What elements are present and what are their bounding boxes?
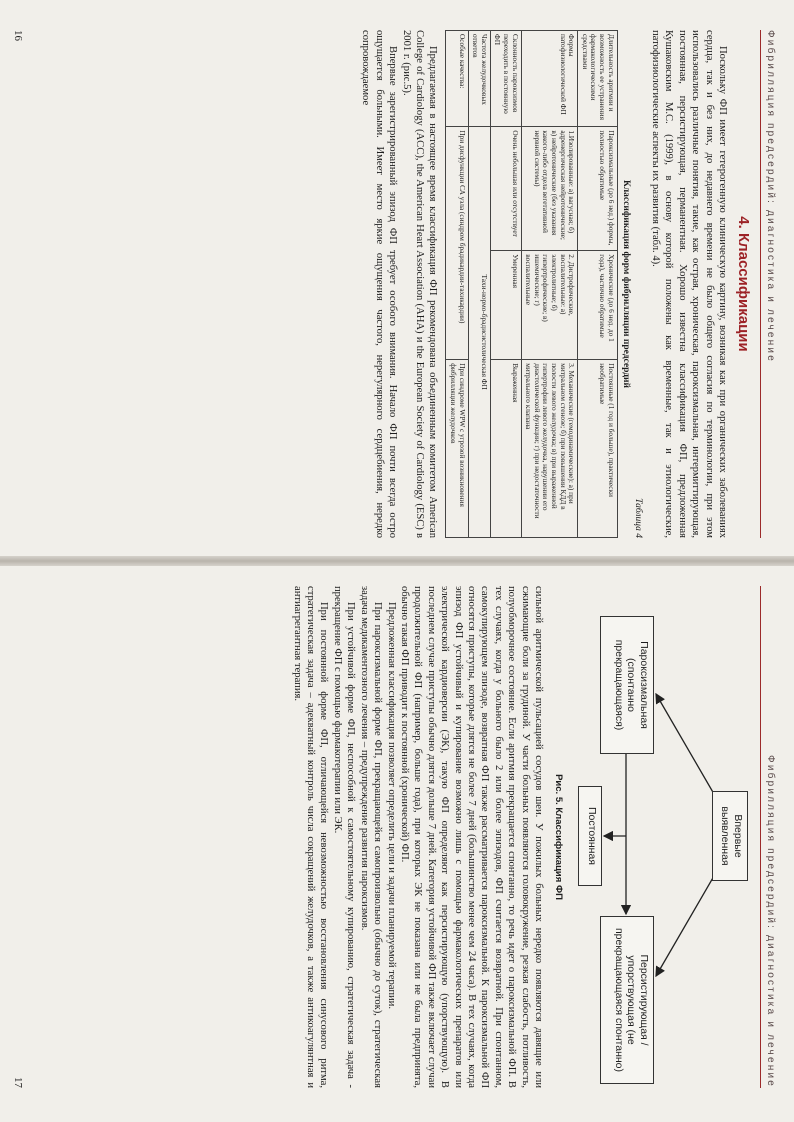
table-row	[446, 31, 468, 538]
table-cell: 2. Дистрофические, воспалительные: а) электролитные; б) гипертрофические; в) ишемические; г) воспалительные	[521, 251, 578, 360]
intro-paragraph: Поскольку ФП имеет гетерогенную клиническую картину, возникая как при органических заболеваниях сердца, так и без них, до недавнего времени не было общего согласия по терминологии, при этом использовались различные понятия, такие, как острая, хроническая, пароксизмальная, интермиттирующая, постоянная, персистирующая, перманентная. Хорошо известна классификация ФП, предложенная Кушаковским М.С. (1999), в основу которой положены как временные, так и этиологические, патофизиологические аспекты их развития (табл. 4).	[649, 30, 728, 538]
table-cell: 1.Изолированные: а) вагусная; б) адренергическая нейротонические; в) нейротонические (без указания какого-либо отдела вегетативной нервной системы)	[521, 127, 578, 251]
table-cell: Умеренная	[490, 251, 521, 360]
rate-cell: Тахи-нормо-брадисистолическая ФП	[468, 127, 490, 538]
running-head-left: Фибрилляция предсердий: диагностика и лечение	[760, 30, 776, 538]
page-number-right: 17	[12, 1077, 24, 1088]
right-text	[290, 586, 545, 1088]
table-cell: 3. Механические (гемодинамические): а) при митральном стенозе; б) при повышении КДД в полости левого желудочка; в) при выраженной гипертрофии левого желудочка, нарушении его диастолической функции; г) при недостаточности митрального клапана	[521, 360, 578, 538]
classification-table	[445, 30, 617, 538]
table-label: Таблица 4	[632, 498, 643, 538]
right-page	[0, 562, 794, 1122]
table-cell: Хронические (до 6 нед. до 1 года), частично обратимые	[578, 251, 617, 360]
row-head-pathogenesis: Формы патофизиологической ФП	[521, 31, 578, 127]
row-head-special: Особые качества:	[446, 31, 468, 127]
box-paroxysmal: Пароксизмальная (спонтанно прекращающаяся)	[600, 616, 654, 754]
arrow-to-paroxysmal	[656, 694, 714, 794]
row-head-duration: Длительность аритмии и возможность ее устранения фармакологическими средствами	[578, 31, 617, 127]
table-caption: Классификация форм фибрилляции предсердий	[620, 179, 631, 389]
table-cell: Выраженная	[490, 360, 521, 538]
page-number-left: 16	[12, 30, 24, 41]
box-permanent: Постоянная	[578, 786, 602, 886]
table-row	[490, 31, 521, 538]
arrow-to-persistent	[656, 876, 714, 976]
table-row	[521, 31, 578, 538]
table-cell: Постоянные (1 год и больше), практически необратимые	[578, 360, 617, 538]
box-persistent: Персистирующая /упорствующая (не прекращающаяся спонтанно)	[600, 916, 654, 1084]
table-cell: Пароксизмальные (до 6 нед.) формы, полностью обратимые	[578, 127, 617, 251]
table-cell: При синдроме WPW с угрозой возникновения фибрилляции желудочков	[446, 360, 468, 538]
classification-paragraph: Предлагаемая в настоящее время классификация ФП рекомендована объединенным комитетом American College of Cardiology (ACC), the American Heart Association (AHA) и the European Society of Cardiology (ESC) в 2001 г. (рис.5).	[400, 30, 439, 538]
paragraph: сильной аритмической пульсацией сосудов шеи. У пожилых больных нередко появляются давящие или сжимающие боли за грудиной. У части больных появляются головокружение, резкая слабость, потливость, полуобморочное состояние. Если аритмия прекращается спонтанно, то речь идет о пароксизмальной ФП. В тех случаях, когда у больного было 2 или более эпизодов, ФП считается возвратной. При спонтанном, самокупирующем эпизоде, возвратная ФП также рассматривается пароксизмальной. К пароксизмальной ФП относятся приступы, которые длятся не более 7 дней (большинство менее чем 24 часа). В тех случаях, когда эпизод ФП устойчивый и купирование возможно лишь с помощью фармакологических препаратов или электрической кардиоверсии (ЭК), такую ФП определяют как персистирующую (упорствующую). В последнем случае приступы обычно длятся дольше 7 дней. Категория устойчивой ФП также включает случаи продолжительной ФП (например, больше года), при которых ЭК не показана или не была предпринята, обычно такая ФП приводит к постоянной (хронической) ФП.	[398, 586, 544, 1088]
row-head-rate: Частота желудочковых ответов	[468, 31, 490, 127]
paragraph: При постоянной форме ФП, отличающейся невозможностью восстановления синусового ритма, стратегическая задача – адекватный контроль числа сокращений желудочков, а также антикоагулянтная и антиагрегантная терапия.	[291, 586, 330, 1088]
table-row	[468, 31, 490, 538]
figure-caption: Рис. 5. Классификация ФП	[553, 774, 564, 900]
section-title: 4. Классификации	[735, 216, 752, 352]
box-first-detected: Впервые выявленная	[712, 791, 748, 881]
table-cell: Очень небольшая или отсутствует	[490, 127, 521, 251]
table-row	[578, 31, 617, 538]
first-episode-paragraph: Впервые зарегистрированный эпизод ФП требует особого внимания. Начало ФП почти всегда остро ощущается больными. Имеет место яркие ощущения частого, нерегулярного сердцебиения, нередко сопровождаемое	[360, 30, 399, 538]
row-head-tendency: Склонность пароксизмов переходить в постоянную ФП	[490, 31, 521, 127]
classification-figure	[566, 586, 754, 1088]
paragraph: Предложенная классификация позволяет определить цели и задачи планируемой терапии.	[385, 602, 397, 1009]
paragraph: При устойчивой форме ФП, неспособной к самостоятельному купированию, стратегическая задача - прекращение ФП с помощью фармакотерапии или ЭК.	[331, 586, 357, 1088]
table-cell: При дисфункции СА узла (синдром брадикардии-тахикардии)	[446, 127, 468, 360]
running-head-right: Фибрилляция предсердий: диагностика и лечение	[760, 586, 776, 1088]
paragraph: При пароксизмальной форме ФП, прекращающейся самопроизвольно (обычно до суток), стратегическая задача медикаментозного лечения – предупреждение развития пароксизмов.	[358, 586, 384, 1088]
left-page	[0, 0, 794, 560]
